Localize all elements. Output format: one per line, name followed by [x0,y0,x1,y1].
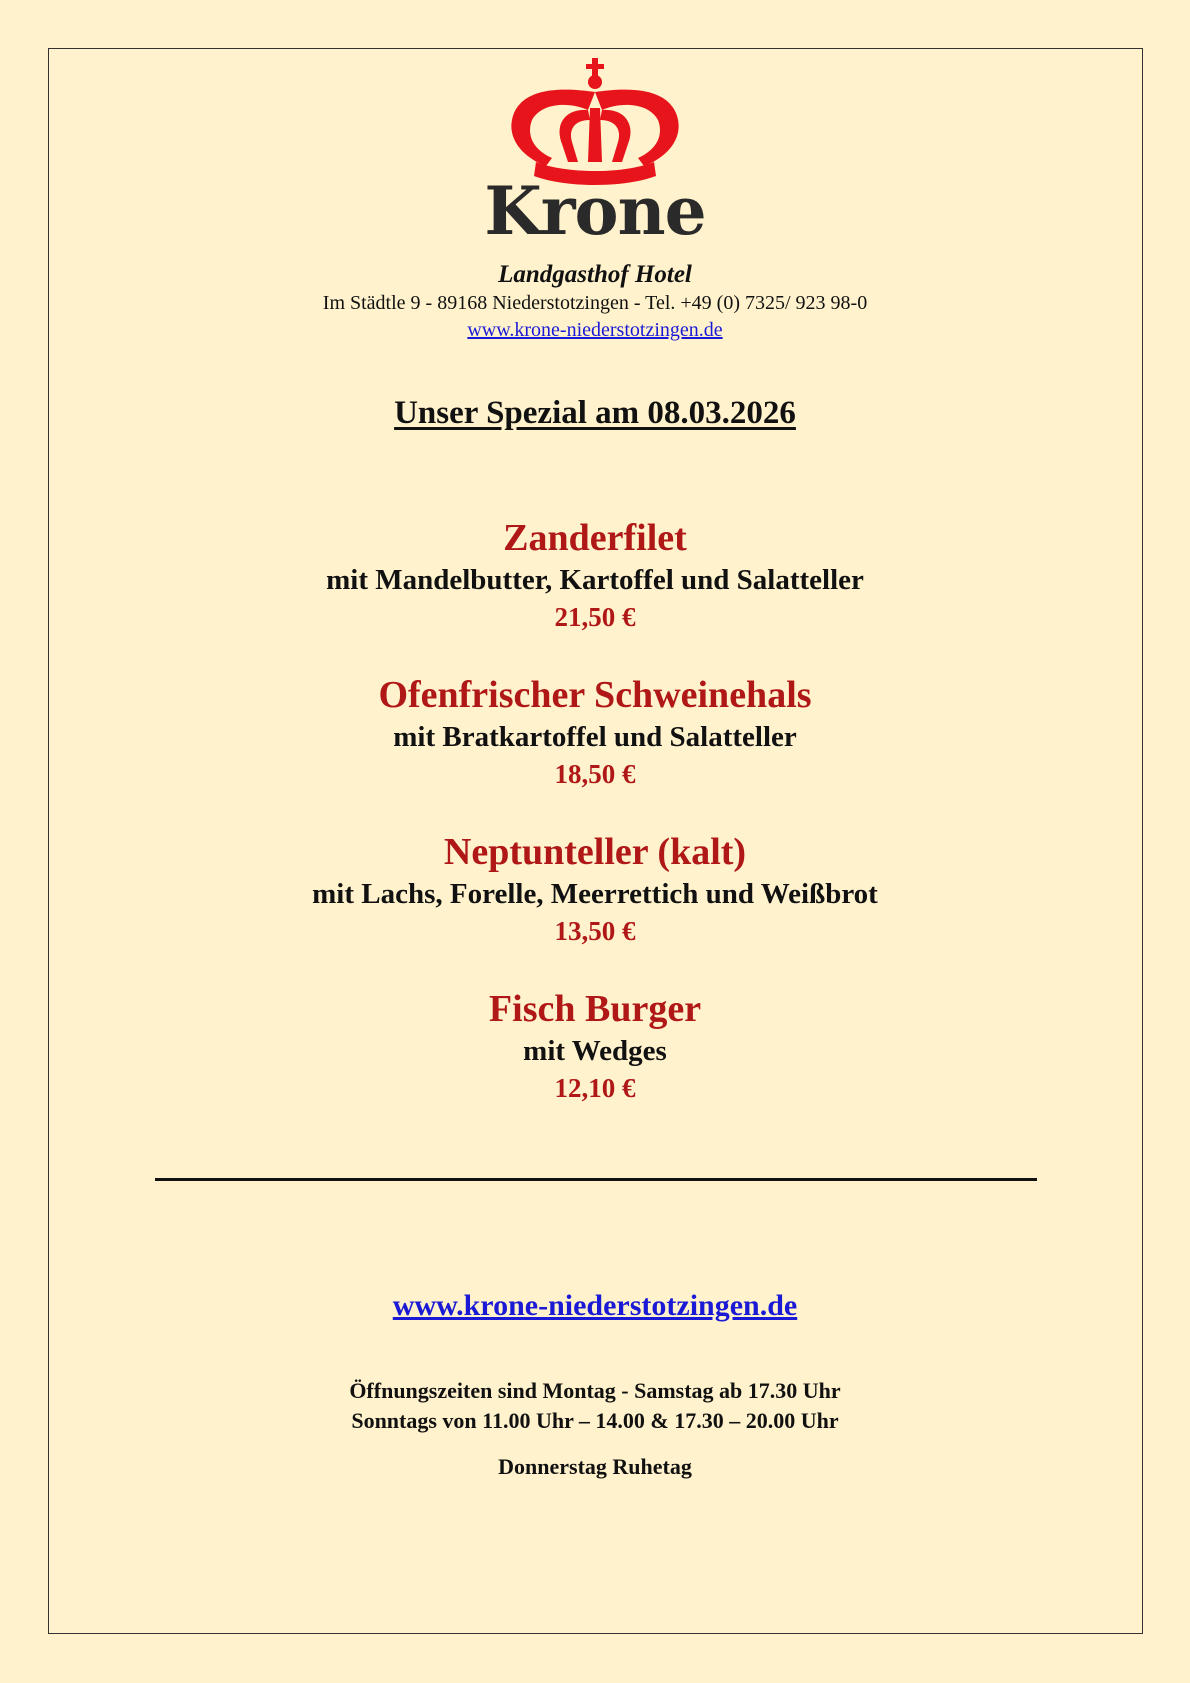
opening-hours-sundays: Sonntags von 11.00 Uhr – 14.00 & 17.30 – 20.00 Uhr [351,1408,839,1433]
subtitle: Landgasthof Hotel [498,261,692,288]
divider-line [155,1178,1037,1181]
dish-price: 21,50 € [554,602,636,632]
dish-description: mit Lachs, Forelle, Meerrettich und Weißbrot [312,878,878,910]
dish-name: Neptunteller (kalt) [443,831,747,873]
dish-name: Fisch Burger [488,988,702,1030]
website-link-text[interactable]: www.krone-niederstotzingen.de [467,319,723,341]
dish-description: mit Wedges [523,1035,667,1067]
closed-day-note: Donnerstag Ruhetag [498,1454,692,1479]
website-link-header[interactable] [0,320,1190,340]
address-line: Im Städtle 9 - 89168 Niederstotzingen - Tel. +49 (0) 7325/ 923 98-0 [322,292,868,314]
dish-name: Zanderfilet [503,517,687,559]
dish-description: mit Mandelbutter, Kartoffel und Salatteller [326,564,864,596]
opening-hours-weekdays: Öffnungszeiten sind Montag - Samstag ab 17.30 Uhr [349,1378,841,1403]
website-link-footer[interactable] [0,1291,1190,1321]
dish-price: 13,50 € [554,916,636,946]
page-title: Unser Spezial am 08.03.2026 [394,395,796,431]
dish-price: 18,50 € [554,759,636,789]
dish-name: Ofenfrischer Schweinehals [378,674,812,716]
website-link-text[interactable]: www.krone-niederstotzingen.de [392,1289,798,1322]
crown-logo-icon [506,58,684,190]
dish-price: 12,10 € [554,1073,636,1103]
dish-description: mit Bratkartoffel und Salatteller [393,721,797,753]
logo-wordmark: Krone [484,172,706,250]
